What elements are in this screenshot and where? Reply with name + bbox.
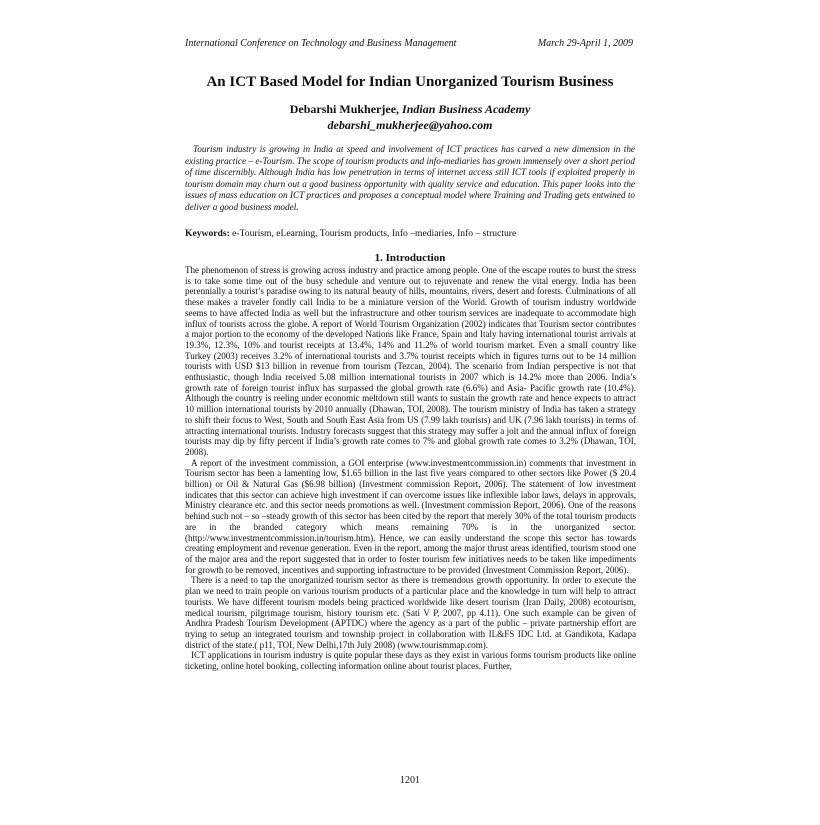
paragraph: There is a need to tap the unorganized tourism sector as there is tremendous growth opportunity. In order to execute the plan we need to train people on various tourism products of a particular place and the knowledge in turn will help to attract tourists. We have different tourism models being practiced worldwide like desert tourism (Iran Daily, 2008) ecotourism, medical tourism, pilgrimage tourism, history tourism etc. (Sati V P, 2007, pp 4.11). One such example can be given of Andhra Pradesh Tourism Development (APTDC) where the agency as a part of the public – private partnership effort are trying to setup an integrated tourism and township project in collaboration with IL&FS IDC Ltd. at Gandikota, Kadapa district of the state.( p11, TOI, New Delhi,17th July 2008) (www.tourismmap.com). [185, 575, 636, 650]
keywords-label: Keywords: [185, 228, 230, 239]
author-affiliation: Indian Business Academy [402, 102, 531, 116]
paragraph: The phenomenon of stress is growing across industry and practice among people. One of the escape routes to burst the stress is to take some time out of the busy schedule and venture out to rejuvenate and renew the vital energy. India has been perennially a tourist’s paradise owing to its natural beauty of hills, mountains, rivers, desert and forests. Culminations of all these makes a traveler fondly call India to be a miniature version of the World. Growth of tourism industry worldwide seems to have affected India as well but the infrastructure and other tourism services are inadequate to accommodate high influx of tourists across the globe. A report of World Tourism Organization (2002) indicates that Tourism sector contributes a major portion to the economy of the developed Nations like France, Spain and Italy having international tourist arrivals at 19.3%, 12.3%, 10% and tourist receipts at 13.4%, 14% and 11.2% of world tourism market. Even a small country like Turkey (2003) receives 3.2% of international tourists and 3.7% tourist receipts which in figures turns out to be 14 million tourists with USD $13 billion in revenue from tourism (Tezcan, 2004). The scenario from Indian perspective is not that enthusiastic, though India received 5.08 million international tourists in 2007 which is 14.2% more than 2006. India’s growth rate of foreign tourist influx has surpassed the global growth rate (6.6%) and Asia- Pacific growth rate (10.4%). Although the country is reeling under economic meltdown still wants to sustain the growth rate and hence expects to attract 10 million international tourists by 2010 annually (Dhawan, TOI, 2008). The tourism ministry of India has taken a strategy to shift their focus to West, South and South East Asia from US (7.99 lakh tourists) and UK (7.96 lakh tourists) in terms of attracting international tourists. Industry forecasts suggest that this strategy may suffer a jolt and the annual influx of foreign tourists may dip by fifty percent if India’s growth rate comes to 7% and global growth rate comes to 3.2% (Dhawan, TOI, 2008). [185, 265, 636, 457]
paper-title: An ICT Based Model for Indian Unorganized Tourism Business [206, 74, 614, 90]
author-name: Debarshi Mukherjee, [289, 102, 400, 116]
paragraph: ICT applications in tourism industry is quite popular these days as they exist in various forms tourism products like online ticketing, online hotel booking, collecting information online about tourist places. Further, [185, 650, 636, 672]
keywords [185, 228, 635, 240]
body-text [185, 265, 636, 672]
conference-date: March 29-April 1, 2009 [537, 38, 633, 49]
keywords-text: e-Tourism, eLearning, Tourism products, Info –mediaries, Info – structure [229, 228, 517, 239]
author-line [0, 102, 820, 117]
author-email: debarshi_mukherjee@yahoo.com [327, 118, 493, 132]
page-number: 1201 [400, 775, 420, 786]
section-heading: 1. Introduction [374, 252, 446, 264]
abstract: Tourism industry is growing in India at speed and involvement of ICT practices has carved a new dimension in the existing practice – e-Tourism. The scope of tourism products and info-mediaries has grown immensely over a short period of time discernibly. Although India has low penetration in terms of internet access still ICT tools if exploited properly in tourism domain may churn out a good business opportunity with quality service and education. This paper looks into the issues of mass education on ICT practices and proposes a conceptual model where Training and Trading gets entwined to deliver a good business model. [185, 144, 635, 212]
conference-name: International Conference on Technology and Business Management [185, 38, 457, 49]
running-header [185, 38, 633, 49]
paragraph: A report of the investment commission, a GOI enterprise (www.investmentcommission.in) comments that investment in Tourism sector has been a lamenting low, $1.65 billion in the last five years compared to other sectors like Power ($ 20.4 billion) or Oil & Natural Gas ($6.98 billion) (Investment commission Report, 2006). The statement of low investment indicates that this sector can achieve high investment if can overcome issues like inflexible labor laws, delays in approvals, Ministry clearance etc. and this sector needs promotions as well. (Investment commission Report, 2006). One of the reasons behind such not – so –steady growth of this sector has been cited by the report that merely 30% of the total tourism products are in the branded category which means remaining 70% is in the unorganized sector. (http://www.investmentcommission.in/tourism.htm). Hence, we can easily understand the scope this sector has towards creating employment and revenue generation. Even in the report, among the major thrust areas identified, tourism stood one of the major area and the report suggested that in order to foster tourism few initiatives needs to be taken like impediments for growth to be removed, incentives and supporting infrastructure to be provided (Investment Commission Report, 2006). [185, 457, 636, 575]
